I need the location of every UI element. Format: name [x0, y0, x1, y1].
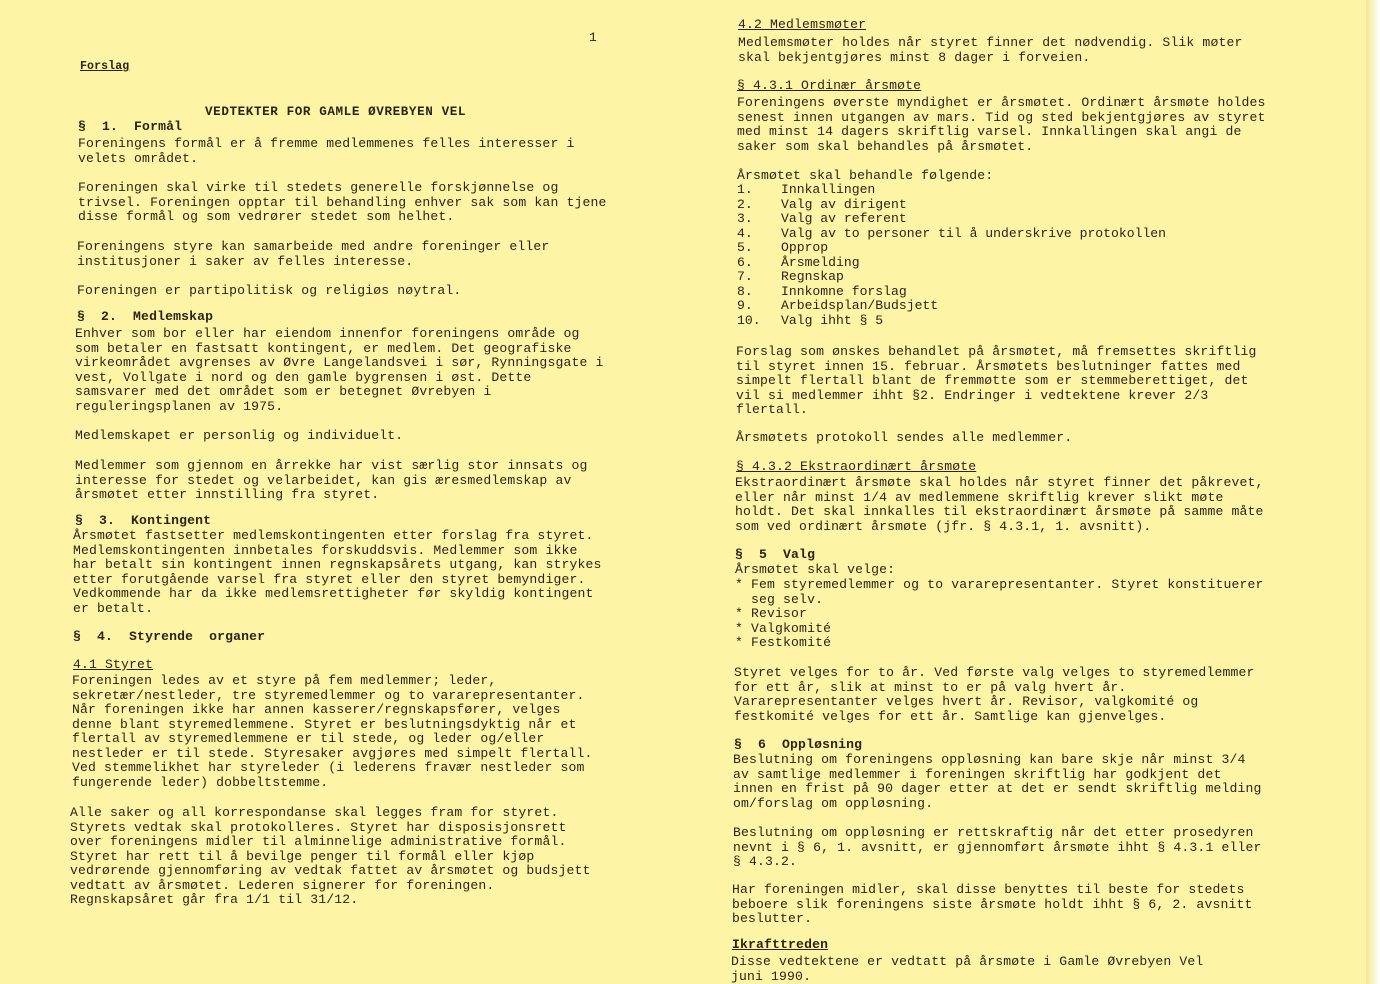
- agenda-item-text: Innkomne forslag: [781, 283, 907, 299]
- agenda-item-text: Valg av referent: [781, 211, 907, 226]
- section-4-3-2-paragraph: Ekstraordinært årsmøte skal holdes når styret finner det påkrevet, eller når minst 1/4 av medlemmene skriftlig krever slikt møte holdt. Det skal innkalles til ekstraordinært årsmøte på samme måte som ved ordinært årsmøte (jfr. § 4.3.1, 1. avsnitt).: [735, 475, 1264, 534]
- agenda-item-number: 6.: [737, 254, 753, 270]
- agenda-item-number: 3.: [737, 211, 753, 226]
- section-4-2-heading: 4.2 Medlemsmøter: [738, 17, 867, 32]
- agenda-item: [737, 198, 1166, 213]
- section-5-intro: Årsmøtet skal velge:: [735, 562, 896, 577]
- agenda-item: [737, 256, 1166, 271]
- section-6-paragraph: Har foreningen midler, skal disse benyttes til beste for stedets beboere slik foreningens siste årsmøte holdt ihht § 6, 2. avsnitt beslutter.: [732, 882, 1253, 926]
- agenda-intro: Årsmøtet skal behandle følgende:: [737, 168, 994, 183]
- agenda-item-number: 8.: [737, 283, 753, 299]
- agenda-list: [737, 183, 1166, 328]
- agenda-item-text: Valg ihht § 5: [781, 312, 884, 328]
- agenda-item: [737, 183, 1166, 198]
- section-4-1-paragraph: Alle saker og all korrespondanse skal legges fram for styret. Styrets vedtak skal protokolleres. Styret har disposisjonsrett over foreningens midler til alminnelige administrative formål. Styret har rett til å bevilge penger til formål eller kjøp vedrørende gjennomføring av vedtak fattet av årsmøtet og budsjett vedtatt av årsmøtet. Lederen signerer for foreningen. Regnskapsåret går fra 1/1 til 31/12.: [70, 805, 591, 907]
- agenda-item-number: 2.: [737, 196, 753, 212]
- agenda-item-text: Årsmelding: [781, 254, 860, 270]
- section-1-paragraph: Foreningen skal virke til stedets generelle forskjønnelse og trivsel. Foreningen opptar til behandling enhver sak som kan tjene disse formål og som vedrører stedet som helhet.: [78, 180, 607, 224]
- section-1-paragraph: Foreningens formål er å fremme medlemmenes felles interesser i velets området.: [78, 136, 575, 166]
- section-5-paragraph: Styret velges for to år. Ved første valg velges to styremedlemmer for ett år, slik at minst to er på valg hvert år. Vararepresentanter velges hvert år. Revisor, valgkomité og festkomité velges for ett år. Samtlige kan gjenvelges.: [734, 665, 1255, 724]
- agenda-item: [737, 227, 1166, 242]
- agenda-item-text: Innkallingen: [781, 182, 876, 197]
- section-5-list-item: * Festkomité: [735, 635, 832, 650]
- section-2-paragraph: Medlemmer som gjennom en årrekke har vist særlig stor innsats og interesse for stedet og velarbeidet, kan gis æresmedlemskap av årsmøtet etter innstilling fra styret.: [75, 458, 588, 502]
- page-number: 1: [589, 30, 597, 45]
- agenda-item-text: Regnskap: [781, 269, 844, 284]
- agenda-item: [737, 241, 1166, 256]
- agenda-item-text: Valg av dirigent: [781, 196, 907, 212]
- section-4-3-1-paragraph: Årsmøtets protokoll sendes alle medlemmer.: [736, 430, 1073, 445]
- section-4-3-1-heading: § 4.3.1 Ordinær årsmøte: [737, 78, 922, 93]
- agenda-item-number: 9.: [737, 298, 753, 313]
- agenda-item-text: Opprop: [781, 240, 829, 255]
- agenda-item: [737, 285, 1166, 300]
- section-6-paragraph: Beslutning om oppløsning er rettskraftig når det etter prosedyren nevnt i § 6, 1. avsnitt, er gjennomført årsmøte ihht § 4.3.1 eller § 4.3.2.: [733, 825, 1262, 869]
- section-4-1-heading: 4.1 Styret: [73, 657, 154, 672]
- section-5-list-item: * Fem styremedlemmer og to vararepresentanter. Styret konstituerer seg selv.: [735, 577, 1264, 607]
- section-2-heading: § 2. Medlemskap: [77, 309, 214, 324]
- page-edge: [1366, 0, 1380, 984]
- agenda-item-number: 1.: [737, 182, 753, 197]
- forslag-label: Forslag: [80, 60, 130, 73]
- section-4-3-1-paragraph: Foreningens øverste myndighet er årsmøtet. Ordinært årsmøte holdes senest innen utgangen av mars. Tid og sted bekjentgjøres av styret med minst 14 dagers skriftlig varsel. Innkallingen skal angi de saker som skal behandles på årsmøtet.: [737, 95, 1266, 154]
- ikrafttreden-heading: Ikrafttreden: [732, 937, 829, 952]
- agenda-item-number: 4.: [737, 225, 753, 241]
- section-2-paragraph: Medlemskapet er personlig og individuelt.: [75, 428, 404, 443]
- section-4-3-2-heading: § 4.3.2 Ekstraordinært årsmøte: [736, 459, 977, 474]
- section-6-paragraph: Beslutning om foreningens oppløsning kan bare skje når minst 3/4 av samtlige medlemmer i foreningen skriftlig har godkjent det innen en frist på 90 dager etter at det er sendt skriftlig melding om/forslag om oppløsning.: [733, 752, 1262, 811]
- agenda-item-number: 7.: [737, 269, 753, 284]
- agenda-item-text: Valg av to personer til å underskrive protokollen: [781, 225, 1167, 241]
- agenda-item-number: 10.: [737, 312, 761, 328]
- section-3-heading: § 3. Kontingent: [75, 513, 212, 528]
- section-3-paragraph: Årsmøtet fastsetter medlemskontingenten etter forslag fra styret. Medlemskontingenten innbetales forskuddsvis. Medlemmer som ikke har betalt sin kontingent innen regnskapsårets utgang, kan strykes etter forutgående varsel fra styret eller den styret bemyndiger. Vedkommende har da ikke medlemsrettigheter før skyldig kontingent er betalt.: [73, 528, 602, 616]
- section-5-list-item: * Valgkomité: [735, 620, 832, 636]
- agenda-item-number: 5.: [737, 240, 753, 255]
- agenda-item: [737, 299, 1166, 314]
- agenda-item: [737, 270, 1166, 285]
- section-5-heading: § 5 Valg: [735, 547, 816, 562]
- section-4-2-paragraph: Medlemsmøter holdes når styret finner det nødvendig. Slik møter skal bekjentgjøres minst 8 dager i forveien.: [738, 35, 1243, 65]
- section-4-1-paragraph: Foreningen ledes av et styre på fem medlemmer; leder, sekretær/nestleder, tre styremedlemmer og to vararepresentanter. Når foreningen ikke har annen kasserer/regnskapsfører, velges denne blant styremedlemmene. Styret er beslutningsdyktig når et flertall av styremedlemmene er til stede, og leder og/eller nestleder er til stede. Styresaker avgjøres med simpelt flertall. Ved stemmelikhet har styreleder (i lederens fravær nestleder som fungerende leder) dobbeltstemme.: [72, 673, 593, 790]
- agenda-item: [737, 212, 1166, 227]
- section-1-paragraph: Foreningen er partipolitisk og religiøs nøytral.: [77, 283, 462, 298]
- section-4-3-1-paragraph: Forslag som ønskes behandlet på årsmøtet, må fremsettes skriftlig til styret innen 15. februar. Årsmøtets beslutninger fattes med simpelt flertall blant de fremmøtte som er stemmeberettiget, det vil si medlemmer ihht §2. Endringer i vedtektene krever 2/3 flertall.: [736, 344, 1257, 417]
- section-2-paragraph: Enhver som bor eller har eiendom innenfor foreningens område og som betaler en fastsatt kontingent, er medlem. Det geografiske virkeområdet avgrenses av Øvre Langelandsvei i sør, Rynningsgate i vest, Vollgate i nord og den gamle bygrensen i øst. Dette samsvarer med det området som er betegnet Øvrebyen i reguleringsplanen av 1975.: [75, 326, 604, 414]
- agenda-item-text: Arbeidsplan/Budsjett: [781, 298, 939, 313]
- section-5-list-item: * Revisor: [735, 606, 808, 621]
- section-6-heading: § 6 Oppløsning: [734, 737, 863, 752]
- ikrafttreden-paragraph: Disse vedtektene er vedtatt på årsmøte i Gamle Øvrebyen Vel juni 1990.: [731, 954, 1204, 984]
- section-4-heading: § 4. Styrende organer: [73, 629, 266, 644]
- section-1-paragraph: Foreningens styre kan samarbeide med andre foreninger eller institusjoner i saker av felles interesse.: [77, 239, 550, 269]
- section-1-heading: § 1. Formål: [78, 119, 183, 134]
- document-title: VEDTEKTER FOR GAMLE ØVREBYEN VEL: [205, 104, 467, 119]
- section-5-list: [735, 578, 1264, 651]
- agenda-item: [737, 314, 1166, 329]
